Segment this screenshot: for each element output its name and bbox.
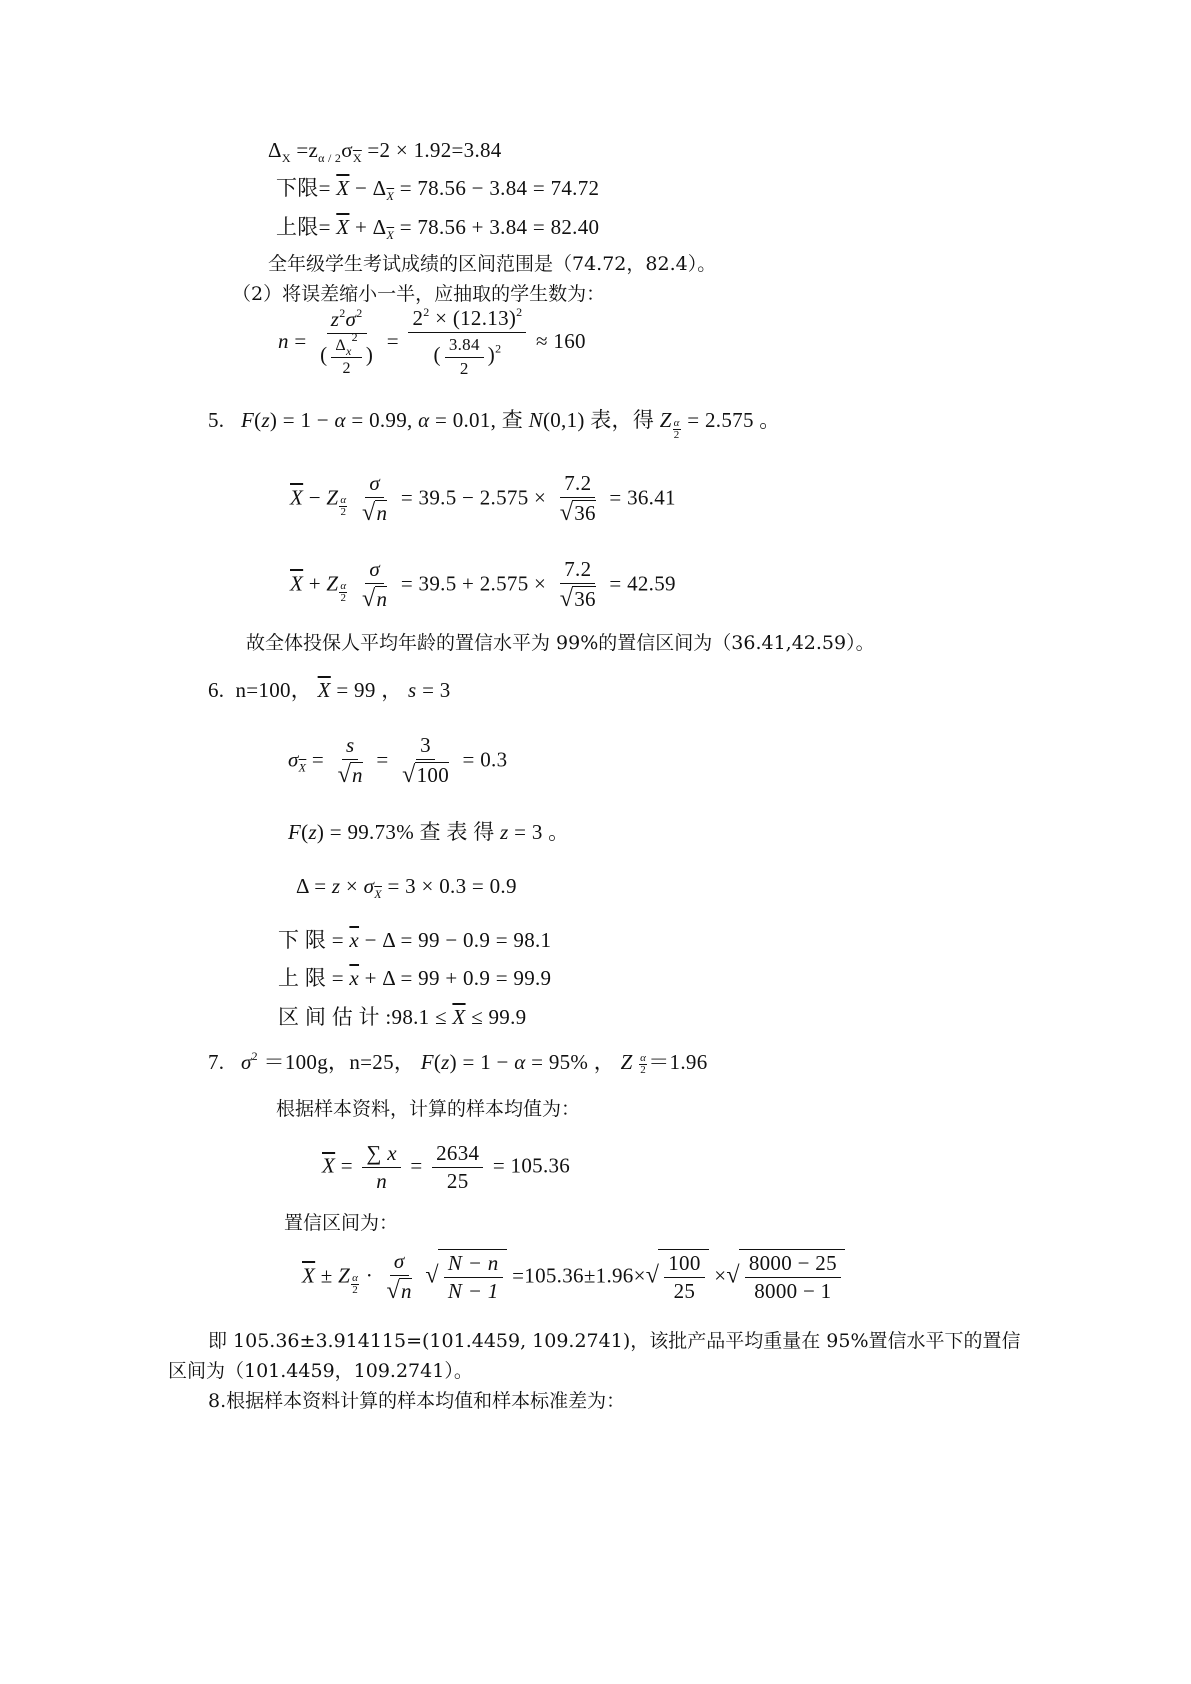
text-ci-result-7a: 即 105.36±3.914115=(101.4459, 109.2741)，该批产品平均重量在 95%置信水平下的置信	[208, 1330, 1021, 1352]
eq-upper-limit: 上限= $\overline{X} + \Delta_{\overline{X}} = 78.56 + 3.84 = 82.40$	[276, 215, 600, 242]
eq-lower-6: 下 限 = $\overline{x} - \Delta = 99 - 0.9 = 98.1$	[278, 928, 552, 952]
eq-fz-6: F(z) = 99.73% 查 表 得 z = 3 。	[288, 820, 570, 844]
eq-sample-mean: $\overline{X}$ = $\frac{\sum x}{n}$ = $\frac{2634}{25}$ = 105.36	[322, 1141, 571, 1194]
eq-ci-7: $\overline{X} \pm Z$ $_{\frac{\alpha}{2}}$ · $\frac{\sigma}{√n}$ √ $\frac{N - n}{N - 1}$ =105.36±1.96×√ $\frac{100}{25}$ ×√ $\frac{8000 - 25}{8000 - 1}$	[302, 1248, 845, 1307]
text-sample-mean: 根据样本资料，计算的样本均值为：	[276, 1098, 581, 1120]
text-range-result: 全年级学生考试成绩的区间范围是（74.72，82.4）。	[268, 253, 717, 275]
eq-upper-6: 上 限 = $\overline{x} + \Delta = 99 + 0.9 = 99.9$	[278, 966, 552, 990]
text-ci-label: 置信区间为：	[284, 1212, 399, 1234]
text-part-2: （2）将误差缩小一半，应抽取的学生数为：	[232, 283, 606, 305]
eq-ci-lower-5: $\overline{X} - Z$ $_{\frac{\alpha}{2}}$ $\frac{\sigma}{√n}$ = 39.5 − 2.575 × $\frac{7.2}{√36}$ = 36.41	[290, 471, 676, 527]
eq-interval-6: 区 间 估 计 :98.1 ≤ $\overline{X} \le 99.9$	[278, 1005, 527, 1029]
eq-lower-limit: 下限= $\overline{X} - \Delta_{\overline{X}} = 78.56 - 3.84 = 74.72$	[276, 176, 600, 203]
text-ci-result-7b: 区间为（101.4459，109.2741）。	[168, 1360, 473, 1382]
text-item-8: 8.根据样本资料计算的样本均值和样本标准差为：	[208, 1390, 626, 1412]
eq-ci-upper-5: $\overline{X} + Z$ $_{\frac{\alpha}{2}}$ $\frac{\sigma}{√n}$ = 39.5 + 2.575 × $\frac{7.2}{√36}$ = 42.59	[290, 557, 676, 613]
eq-delta-6: $\Delta = z \times \sigma_{\overline{X}} = 3 \times 0.3 = 0.9$	[296, 874, 517, 901]
eq-sample-size: n = $z^2\sigma^2$ ( $\frac{\Delta_x^2}{2}$ ) = $2^2 \times (12.13)^2$ ( $\frac{3.84}{2}$ )$^2$ ≈ 160	[278, 305, 586, 378]
eq-sigma-xbar: $\sigma_{\overline{X}}$ = $\frac{s}{√n}$ = $\frac{3}{√100}$ = 0.3	[288, 733, 508, 789]
eq-item-7: 7. $\sigma^2 =100g$，n=25， F(z) = 1 − α = 95% ， Z $\frac{\alpha}{2}$ ＝1.96	[208, 1049, 708, 1076]
text-ci-result-5: 故全体投保人平均年龄的置信水平为 99%的置信区间为（36.41,42.59）。	[246, 632, 875, 654]
eq-delta-x: $\Delta_X =z_{\alpha / 2}\sigma_{\overline{X}} =2 \times 1.92=3.84$	[268, 138, 502, 165]
eq-item-6: 6. n=100， $\overline{X} = 99$ ， s = 3	[208, 678, 451, 702]
eq-item-5: 5. F(z) = 1 − α = 0.99, α = 0.01, 查 N(0,1) 表，得 Z $_{\frac{\alpha}{2}}$ = 2.575 。	[208, 408, 781, 441]
